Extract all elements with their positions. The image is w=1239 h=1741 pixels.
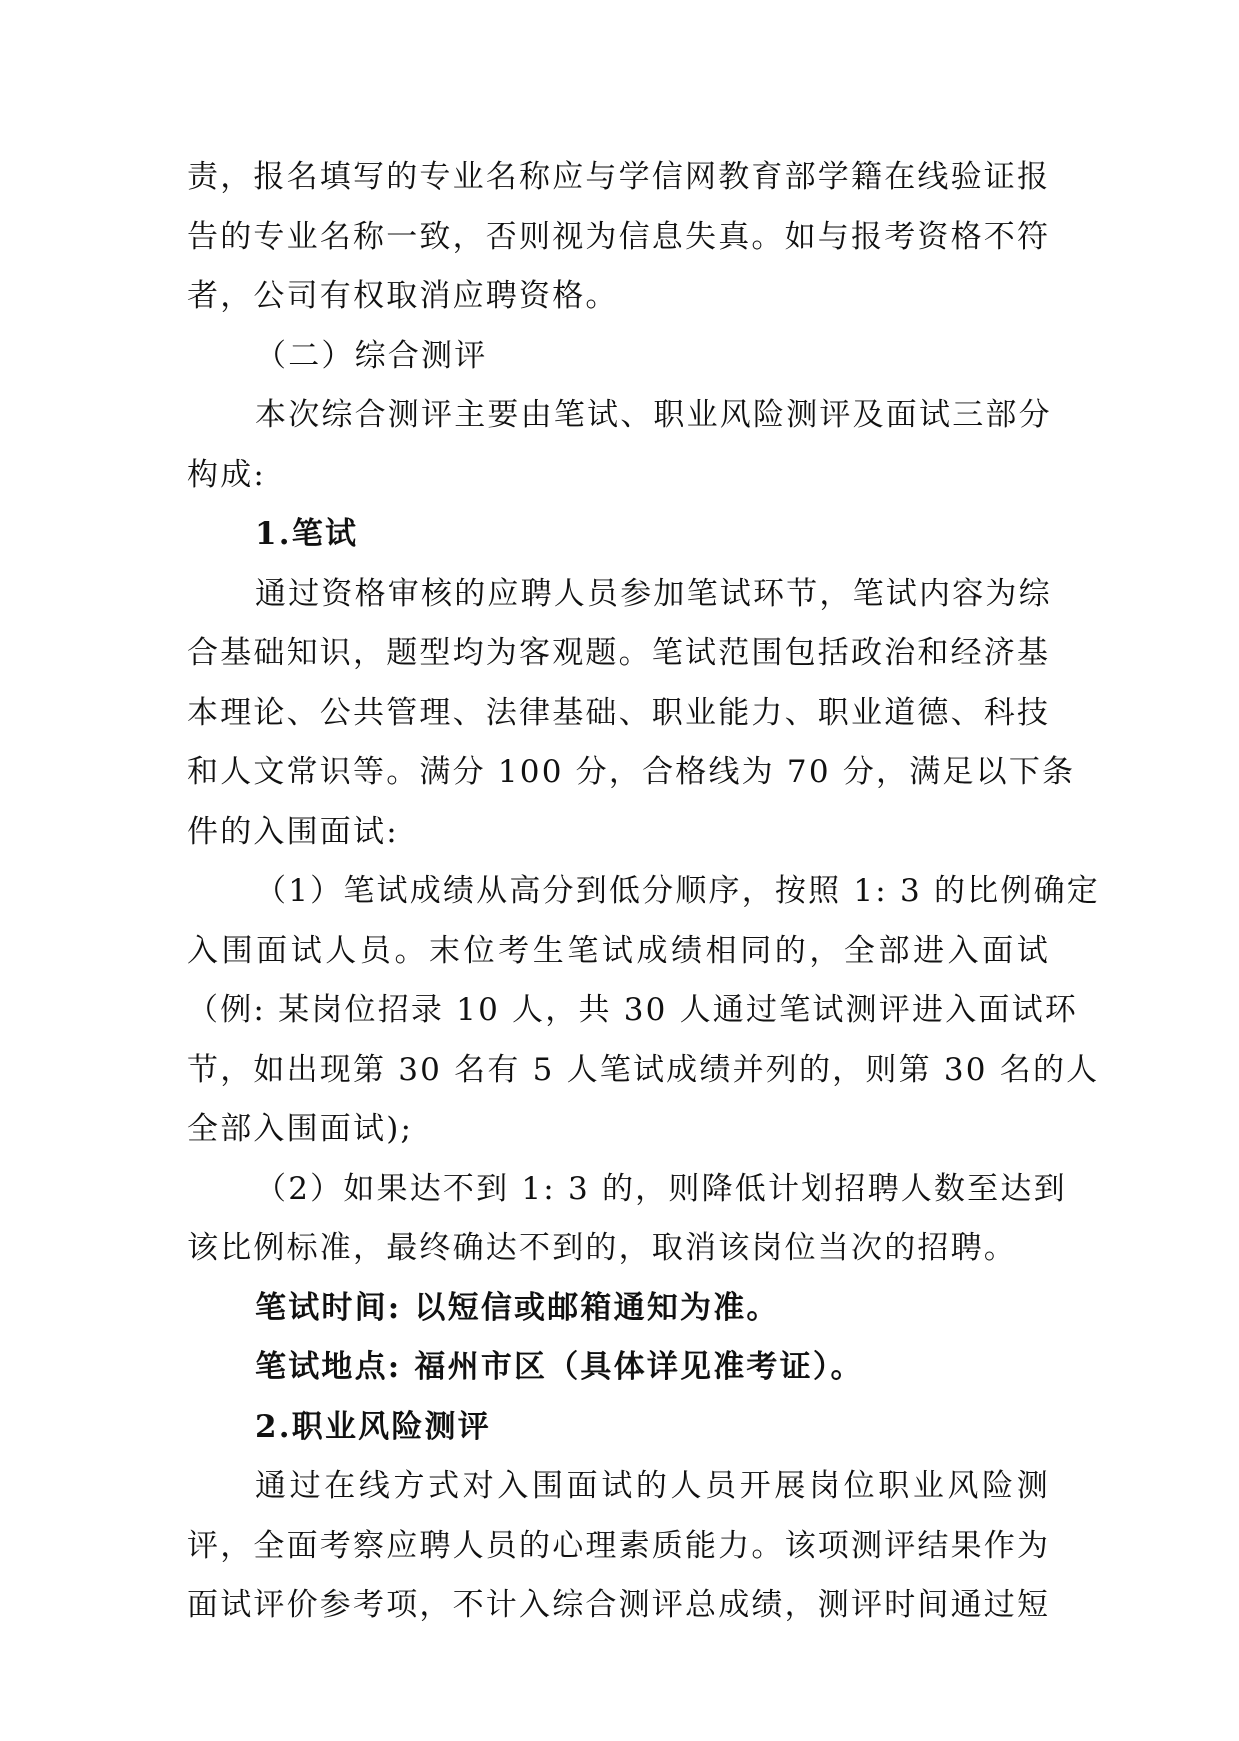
paragraph-line: 本次综合测评主要由笔试、职业风险测评及面试三部分 (255, 397, 1052, 433)
paragraph-line: 件的入围面试: (187, 813, 399, 850)
exam-location-line: 笔试地点: 福州市区（具体详见准考证）。 (255, 1349, 864, 1385)
paragraph-line: 评，全面考察应聘人员的心理素质能力。该项测评结果作为 (187, 1527, 1051, 1564)
paragraph-line: 面试评价参考项，不计入综合测评总成绩，测评时间通过短 (187, 1587, 1051, 1623)
paragraph-line: 全部入围面试); (187, 1111, 414, 1147)
paragraph-line: 和人文常识等。满分 100 分，合格线为 70 分，满足以下条 (187, 754, 1076, 790)
paragraph-line: （2）如果达不到 1: 3 的，则降低计划招聘人数至达到 (255, 1170, 1067, 1207)
document-body (187, 148, 1100, 1636)
paragraph-line: 合基础知识，题型均为客观题。笔试范围包括政治和经济基 (187, 635, 1051, 671)
exam-time-line: 笔试时间: 以短信或邮箱通知为准。 (255, 1289, 780, 1326)
subsection-heading: 2.职业风险测评 (255, 1408, 491, 1445)
paragraph-line: 节，如出现第 30 名有 5 人笔试成绩并列的，则第 30 名的人 (187, 1051, 1100, 1088)
paragraph-line: （1）笔试成绩从高分到低分顺序，按照 1: 3 的比例确定 (255, 873, 1100, 909)
paragraph-line: 责，报名填写的专业名称应与学信网教育部学籍在线验证报 (187, 159, 1051, 195)
section-heading: （二）综合测评 (255, 337, 488, 374)
paragraph-line: 告的专业名称一致，否则视为信息失真。如与报考资格不符 (187, 218, 1051, 255)
paragraph-line: 者，公司有权取消应聘资格。 (187, 278, 619, 314)
paragraph-line: 通过在线方式对入围面试的人员开展岗位职业风险测 (255, 1468, 1050, 1504)
paragraph-line: 该比例标准，最终确达不到的，取消该岗位当次的招聘。 (187, 1230, 1017, 1266)
paragraph-line: 本理论、公共管理、法律基础、职业能力、职业道德、科技 (187, 694, 1051, 731)
paragraph-line: 入围面试人员。末位考生笔试成绩相同的，全部进入面试 (187, 932, 1050, 969)
paragraph-line: （例: 某岗位招录 10 人，共 30 人通过笔试测评进入面试环 (187, 992, 1079, 1028)
paragraph-line: 通过资格审核的应聘人员参加笔试环节，笔试内容为综 (255, 575, 1052, 612)
paragraph-line: 构成: (187, 456, 267, 493)
subsection-heading: 1.笔试 (255, 516, 359, 552)
